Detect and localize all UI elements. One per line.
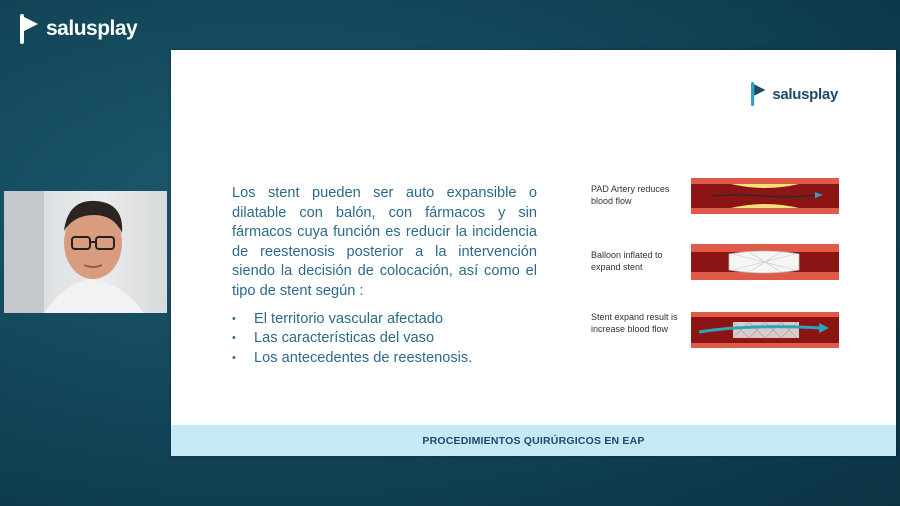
- brand-logo: [18, 14, 137, 44]
- slide-paragraph: Los stent pueden ser auto expansible o dilatable con balón, con fármacos y sin fármacos cuya función es reducir la incidencia de reestenosis posterior a la intervención siendo la decisión de colocación, así como el tipo de stent según :: [232, 185, 537, 299]
- presenter-video: [4, 191, 167, 313]
- brand-name: salusplay: [46, 17, 138, 40]
- stent-expanded-illustration: [691, 312, 839, 348]
- bullet-item: • El territorio vascular afectado: [232, 310, 537, 330]
- slide-body: [232, 184, 537, 368]
- diagram-label: Balloon inflated to expand stent: [591, 250, 663, 272]
- bullet-item: • Los antecedentes de reestenosis.: [232, 349, 537, 369]
- slide-logo: [749, 82, 838, 106]
- footer-title: PROCEDIMIENTOS QUIRÚRGICOS EN EAP: [422, 434, 645, 447]
- diagram-label: Stent expand result is increase blood flow: [591, 312, 678, 334]
- balloon-inflated-illustration: [691, 244, 839, 280]
- artery-narrowed-illustration: [691, 178, 839, 214]
- flag-logo-icon: [749, 82, 769, 106]
- slide-logo-text: salusplay: [772, 85, 838, 103]
- presentation-slide: [171, 50, 896, 456]
- bullet-item: • Las características del vaso: [232, 329, 537, 349]
- flag-logo-icon: [18, 14, 42, 44]
- bullet-list: [232, 310, 537, 369]
- slide-footer: [171, 425, 896, 456]
- diagram-label: PAD Artery reduces blood flow: [591, 184, 670, 206]
- presenter-illustration: [4, 191, 167, 313]
